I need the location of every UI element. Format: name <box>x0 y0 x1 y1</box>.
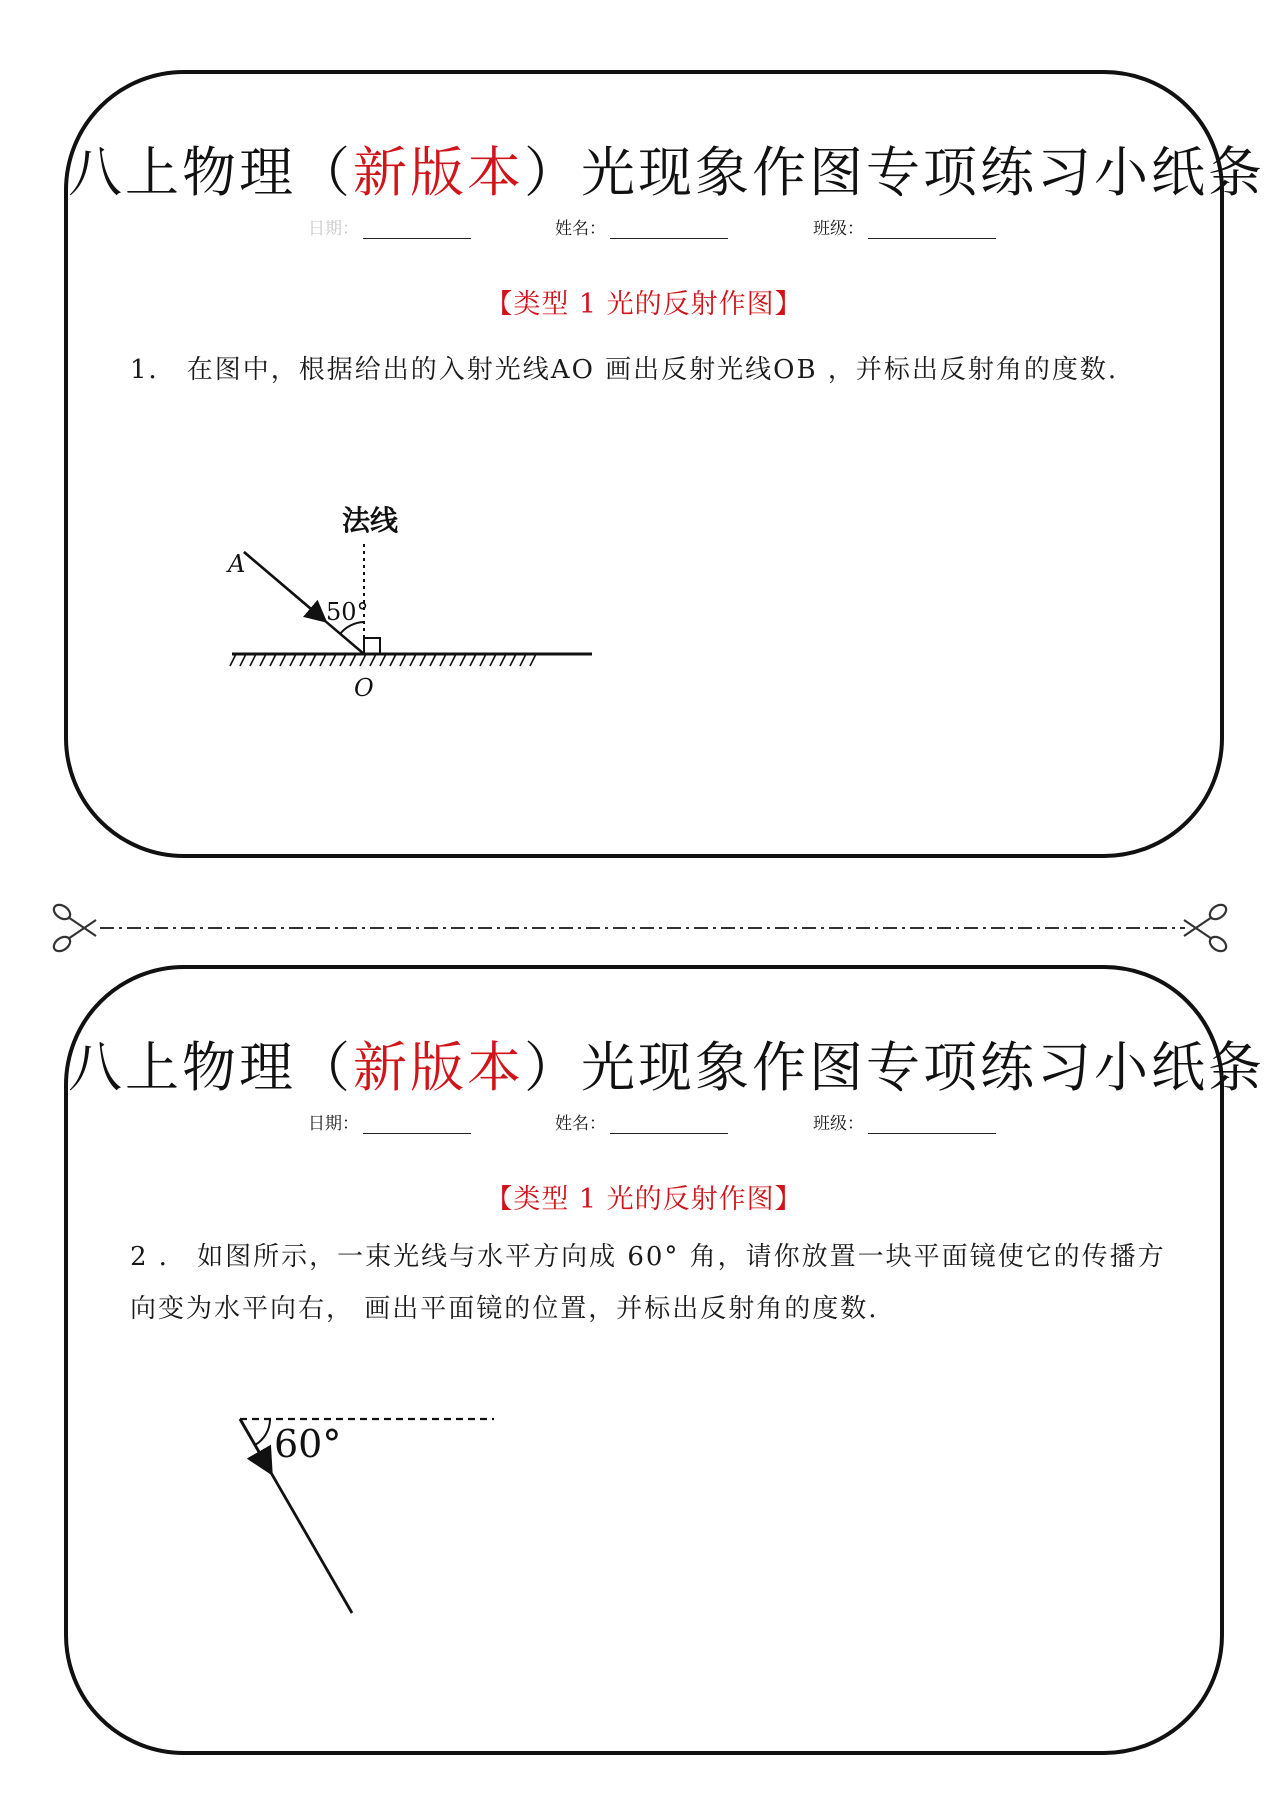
date-blank[interactable] <box>363 220 471 239</box>
right-angle-marker <box>364 638 380 654</box>
name-label: 姓名： <box>555 219 606 239</box>
light-ray-diagram <box>148 1399 488 1659</box>
class-label: 班级： <box>813 219 864 239</box>
card-title <box>68 130 1265 207</box>
point-o-label: O <box>354 674 374 702</box>
name-blank[interactable] <box>610 220 728 239</box>
title-prefix: 八上物理（ <box>68 141 353 204</box>
class-blank[interactable] <box>868 1115 996 1134</box>
angle-label: 50° <box>326 598 369 626</box>
card-title <box>68 1025 1265 1102</box>
worksheet-card-2 <box>64 965 1265 1755</box>
class-blank[interactable] <box>868 220 996 239</box>
scissors-right-icon <box>1184 902 1229 954</box>
title-suffix: ）光现象作图专项练习小纸条 <box>524 1036 1265 1099</box>
class-field[interactable] <box>813 1109 996 1134</box>
question-text: 1． 在图中，根据给出的入射光线AO 画出反射光线OB ，并标出反射角的度数. <box>130 355 1119 385</box>
name-field[interactable] <box>555 1109 728 1134</box>
reflection-diagram <box>148 464 548 724</box>
title-prefix: 八上物理（ <box>68 1036 353 1099</box>
student-info-fields <box>68 214 1220 244</box>
angle-label: 60° <box>274 1422 342 1466</box>
cut-line <box>50 898 1230 958</box>
section-heading: 【类型 1 光的反射作图】 <box>485 1184 803 1215</box>
date-label: 日期： <box>308 1114 359 1134</box>
section-heading: 【类型 1 光的反射作图】 <box>485 289 803 320</box>
date-field[interactable] <box>308 214 471 239</box>
student-info-fields <box>68 1109 1220 1139</box>
question-text: 2 ． 如图所示，一束光线与水平方向成 60° 角，请你放置一块平面镜使它的传播方向变为水平向右， 画出平面镜的位置，并标出反射角的度数. <box>130 1242 1166 1324</box>
date-label: 日期： <box>308 219 359 239</box>
name-field[interactable] <box>555 214 728 239</box>
point-a-label: A <box>228 550 246 578</box>
incident-ray-arrow <box>244 552 324 620</box>
date-field[interactable] <box>308 1109 471 1134</box>
name-label: 姓名： <box>555 1114 606 1134</box>
name-blank[interactable] <box>610 1115 728 1134</box>
title-highlight: 新版本 <box>353 1036 524 1099</box>
date-blank[interactable] <box>363 1115 471 1134</box>
mirror-hatching <box>230 654 536 666</box>
class-label: 班级： <box>813 1114 864 1134</box>
normal-label: 法线 <box>342 504 399 537</box>
title-suffix: ）光现象作图专项练习小纸条 <box>524 141 1265 204</box>
title-highlight: 新版本 <box>353 141 524 204</box>
class-field[interactable] <box>813 214 996 239</box>
angle-arc <box>255 1419 270 1445</box>
worksheet-card-1 <box>64 70 1265 858</box>
scissors-left-icon <box>51 902 96 954</box>
